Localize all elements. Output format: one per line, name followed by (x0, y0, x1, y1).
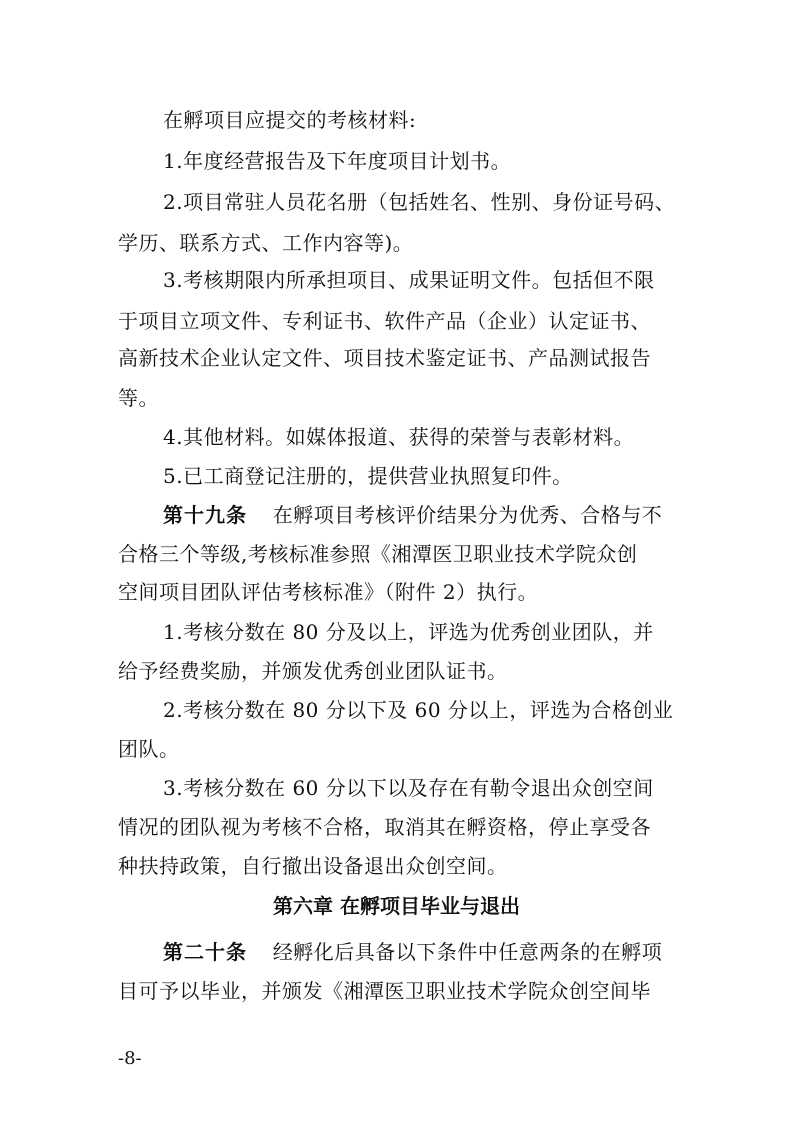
article-20-title: 第二十条 (163, 940, 247, 964)
text-line: 学历、联系方式、工作内容等)。 (118, 231, 414, 255)
text-line: 目可予以毕业，并颁发《湘潭医卫职业技术学院众创空间毕 (118, 979, 651, 1003)
chapter-heading: 第六章 在孵项目毕业与退出 (273, 894, 520, 918)
text-line: 种扶持政策，自行撤出设备退出众创空间。 (118, 854, 508, 878)
article-19-paragraph (163, 503, 662, 527)
text-line: 情况的团队视为考核不合格，取消其在孵资格，停止享受各 (118, 815, 651, 839)
text-line: 4.其他材料。如媒体报道、获得的荣誉与表彰材料。 (163, 425, 635, 449)
text-line: 高新技术企业认定文件、项目技术鉴定证书、产品测试报告 (118, 346, 651, 370)
article-19-text: 在孵项目考核评价结果分为优秀、合格与不 (272, 503, 663, 527)
text-line: 空间项目团队评估考核标准》（附件 2）执行。 (118, 580, 539, 604)
text-line: 1.考核分数在 80 分及以上，评选为优秀创业团队，并 (163, 620, 654, 644)
text-line: 给予经费奖励，并颁发优秀创业团队证书。 (118, 659, 508, 683)
text-line: 3.考核期限内所承担项目、成果证明文件。包括但不限 (163, 268, 655, 292)
page-number: -8- (118, 1048, 142, 1069)
text-line: 在孵项目应提交的考核材料: (163, 108, 417, 132)
text-line: 于项目立项文件、专利证书、软件产品（企业）认定证书、 (118, 309, 651, 333)
text-line: 5.已工商登记注册的，提供营业执照复印件。 (163, 464, 573, 488)
article-20-paragraph (163, 940, 662, 964)
text-line: 3.考核分数在 60 分以下以及存在有勒令退出众创空间 (163, 776, 654, 800)
text-line: 2.考核分数在 80 分以下及 60 分以上，评选为合格创业 (163, 698, 674, 722)
text-line: 等。 (118, 386, 159, 410)
text-line: 团队。 (118, 737, 180, 761)
text-line: 1.年度经营报告及下年度项目计划书。 (163, 149, 512, 173)
article-19-title: 第十九条 (163, 503, 247, 527)
text-line: 合格三个等级,考核标准参照《湘潭医卫职业技术学院众创 (118, 542, 638, 566)
article-20-text: 经孵化后具备以下条件中任意两条的在孵项 (272, 940, 663, 964)
text-line: 2.项目常驻人员花名册（包括姓名、性别、身份证号码、 (163, 190, 676, 214)
